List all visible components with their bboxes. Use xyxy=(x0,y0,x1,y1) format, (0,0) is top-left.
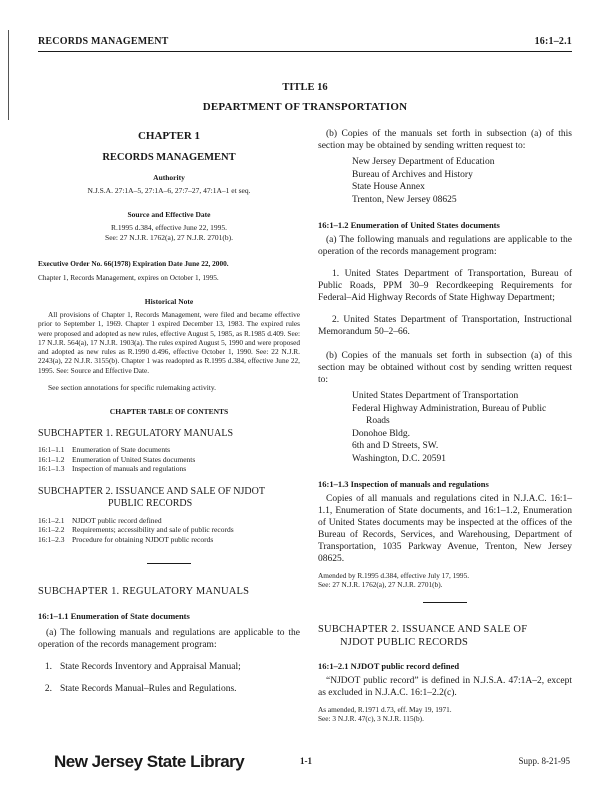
left-column xyxy=(38,124,300,695)
running-head-section: 16:1–2.1 xyxy=(534,36,572,47)
toc-row-number: 16:1–2.1 xyxy=(38,515,65,525)
toc-subchapter-2-line-2: PUBLIC RECORDS xyxy=(108,497,193,509)
toc-row-number: 16:1–2.2 xyxy=(38,525,65,535)
amendment-line: As amended, R.1971 d.73, eff. May 19, 1971. xyxy=(318,704,452,714)
address-line: Bureau of Archives and History xyxy=(352,169,473,180)
section-16-1-3-text: Copies of all manuals and regulations cited in N.J.A.C. 16:1–1.1, Enumeration of State documents, and 16:1–1.2, Enumeration of United States documents may be inspected at the offices of the Bureau of Records, Services, and Warehousing, Department of Transportation, 1035 Parkway Avenue, Trenton, New Jersey 08625. xyxy=(318,494,572,564)
subchapter-1-heading: SUBCHAPTER 1. REGULATORY MANUALS xyxy=(38,585,250,597)
header-rule xyxy=(38,51,572,52)
executive-order xyxy=(38,259,300,283)
supplement-date: Supp. 8-21-95 xyxy=(518,756,570,766)
historical-note-heading: Historical Note xyxy=(144,297,194,306)
section-16-1-2-heading: 16:1–1.2 Enumeration of United States documents xyxy=(318,220,500,230)
address-line: State House Annex xyxy=(352,182,425,192)
toc-row xyxy=(38,464,300,474)
amendment-line: Amended by R.1995 d.384, effective July 17, 1995. xyxy=(318,571,470,580)
section-16-1-2-1-heading: 16:1–2.1 NJDOT public record defined xyxy=(318,660,460,671)
toc-subchapter-1: SUBCHAPTER 1. REGULATORY MANUALS xyxy=(38,428,234,440)
toc-row xyxy=(38,455,300,465)
section-16-1-2-1-amendment xyxy=(318,705,572,724)
department-title: DEPARTMENT OF TRANSPORTATION xyxy=(202,101,408,113)
page-number: 1-1 xyxy=(300,756,312,766)
section-16-1-2-b: (b) Copies of the manuals set forth in subsection (a) of this section may be obtained without cost by sending written request to: xyxy=(318,351,572,385)
list-item-text: State Records Manual–Rules and Regulations. xyxy=(60,683,237,694)
toc-row-number: 16:1–1.3 xyxy=(38,464,65,474)
executive-order-text: Chapter 1, Records Management, expires on October 1, 1995. xyxy=(38,273,219,282)
chapter-name: RECORDS MANAGEMENT xyxy=(102,152,236,163)
address-line: United States Department of Transportation xyxy=(352,391,519,401)
address-line: Washington, D.C. 20591 xyxy=(352,453,446,464)
authority-text: N.J.S.A. 27:1A–5, 27:1A–6, 27:7–27, 47:1A–1 et seq. xyxy=(87,186,251,195)
toc-row-number: 16:1–2.3 xyxy=(38,535,65,545)
address-us-dot xyxy=(318,390,572,465)
amendment-line: See: 3 N.J.R. 47(c), 3 N.J.R. 115(b). xyxy=(318,714,424,724)
executive-order-heading: Executive Order No. 66(1978) Expiration Date June 22, 2000. xyxy=(38,259,229,268)
library-stamp: New Jersey State Library xyxy=(54,752,245,771)
historical-note-text: All provisions of Chapter 1, Records Management, were filed and became effective prior to September 1, 1969. Chapter 1 expired December 13, 1983. The expired rules were proposed and adopted as new rules, effective August 5, 1985, as R.1985 d.409. See: 17 N.J.R. 564(a), 17 N.J.R. 1903(a). The rules expired August 5, 1990 and were proposed and adopted as new rules as R.1990 d.496, effective October 1, 1990. See: 22 N.J.R. 2243(a), 22 N.J.R. 3155(b). Chapter 1 was readopted as R.1995 d.384, effective June 22, 1995. See: Source and Effective Date. xyxy=(38,310,300,375)
address-nj-education xyxy=(318,156,572,206)
list-item-number: 2. xyxy=(44,683,52,694)
numbered-item-text: 2. United States Department of Transportation, Instructional Memorandum 50–2–66. xyxy=(318,315,572,337)
toc-subchapter-2 xyxy=(38,486,300,510)
title-number: TITLE 16 xyxy=(282,82,328,93)
right-column xyxy=(318,128,572,724)
list-item-text: State Records Inventory and Appraisal Manual; xyxy=(60,661,241,672)
address-line: Donohoe Bldg. xyxy=(352,428,411,439)
section-divider xyxy=(147,563,191,564)
subchapter-2-heading-line-1: SUBCHAPTER 2. ISSUANCE AND SALE OF xyxy=(318,623,528,635)
section-16-1-1-b: (b) Copies of the manuals set forth in subsection (a) of this section may be obtained by sending written request to: xyxy=(318,129,572,151)
toc-row xyxy=(38,516,300,526)
section-16-1-2-item-2 xyxy=(318,314,572,338)
subchapter-2-heading-line-2: NJDOT PUBLIC RECORDS xyxy=(340,636,469,648)
toc-row-text: Enumeration of United States documents xyxy=(72,454,196,464)
section-16-1-3-amendment xyxy=(318,571,572,590)
toc-row-text: Enumeration of State documents xyxy=(72,445,171,455)
address-line: Federal Highway Administration, Bureau of Public xyxy=(352,403,547,414)
running-head-title: RECORDS MANAGEMENT xyxy=(38,36,169,47)
subchapter-2-heading xyxy=(318,623,572,649)
section-divider xyxy=(423,602,467,603)
toc-row-text: Inspection of manuals and regulations xyxy=(72,464,187,474)
section-16-1-1-heading: 16:1–1.1 Enumeration of State documents xyxy=(38,610,190,621)
source-line-1: R.1995 d.384, effective June 22, 1995. xyxy=(110,223,228,232)
address-line: Roads xyxy=(366,416,390,426)
toc-subchapter-2-list xyxy=(38,516,300,545)
amendment-line: See: 27 N.J.R. 1762(a), 27 N.J.R. 2701(b). xyxy=(318,580,443,590)
source-line-2: See: 27 N.J.R. 1762(a), 27 N.J.R. 2701(b). xyxy=(105,233,233,242)
section-16-1-1-a: (a) The following manuals and regulations are applicable to the operation of the records management program: xyxy=(38,627,300,650)
toc-row-text: Procedure for obtaining NJDOT public records xyxy=(72,535,214,545)
address-line: 6th and D Streets, SW. xyxy=(352,441,439,451)
toc-row-text: Requirements; accessibility and sale of public records xyxy=(72,525,234,535)
running-head xyxy=(38,36,572,50)
address-line: New Jersey Department of Education xyxy=(352,157,495,167)
annotations-note: See section annotations for specific rulemaking activity. xyxy=(48,383,217,393)
authority-heading: Authority xyxy=(153,173,185,182)
list-item xyxy=(38,661,300,673)
list-item-number: 1. xyxy=(44,661,52,672)
toc-row-text: NJDOT public record defined xyxy=(72,515,162,525)
section-16-1-2-1-text: “NJDOT public record” is defined in N.J.S.A. 47:1A–2, except as excluded in N.J.A.C. 16:1–2.2(c). xyxy=(318,675,572,698)
toc-row xyxy=(38,445,300,455)
toc-row-number: 16:1–1.1 xyxy=(38,445,65,455)
toc-subchapter-1-list xyxy=(38,445,300,474)
list-item xyxy=(38,683,300,695)
address-line: Trenton, New Jersey 08625 xyxy=(352,194,457,205)
source-heading: Source and Effective Date xyxy=(127,210,211,219)
toc-row xyxy=(38,525,300,535)
chapter-label: CHAPTER 1 xyxy=(137,130,201,142)
toc-row xyxy=(38,535,300,545)
toc-subchapter-2-line-1: SUBCHAPTER 2. ISSUANCE AND SALE OF NJDOT xyxy=(38,485,265,497)
toc-heading: CHAPTER TABLE OF CONTENTS xyxy=(109,407,229,417)
section-16-1-2-item-1 xyxy=(318,268,572,304)
section-16-1-2-a: (a) The following manuals and regulations are applicable to the operation of the records management program: xyxy=(318,235,572,257)
toc-row-number: 16:1–1.2 xyxy=(38,454,65,464)
numbered-item-text: 1. United States Department of Transportation, Bureau of Public Roads, PPM 30–9 Recordkeeping Requirements for Federal–Aid Highway Records of State Highway Department; xyxy=(318,269,572,303)
section-16-1-3-heading: 16:1–1.3 Inspection of manuals and regulations xyxy=(318,479,489,489)
